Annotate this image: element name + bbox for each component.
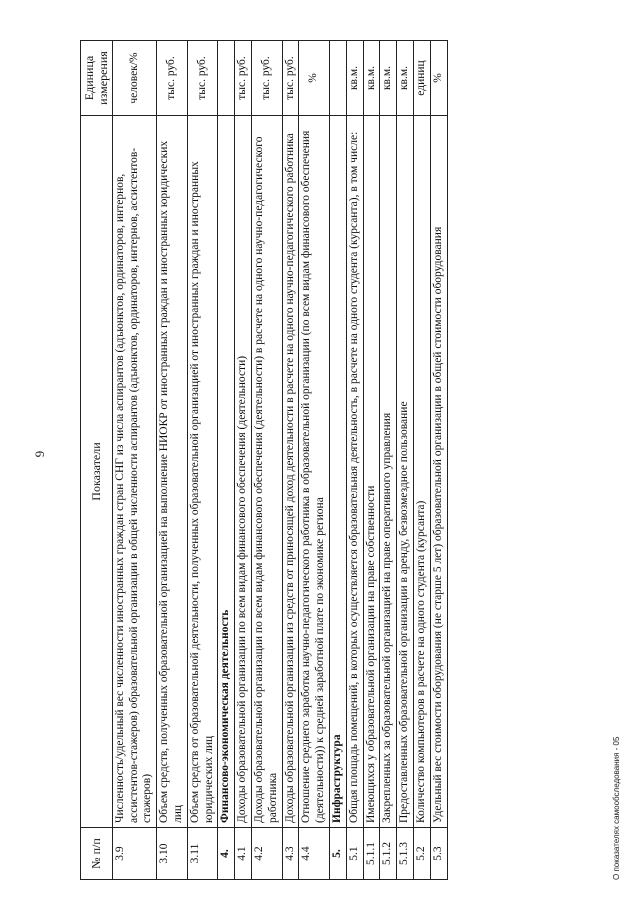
row-unit: кв.м. bbox=[380, 41, 397, 116]
row-number: 4.4 bbox=[299, 828, 330, 880]
table-row bbox=[235, 41, 252, 880]
row-unit: кв.м. bbox=[397, 41, 414, 116]
row-unit: кв.м. bbox=[346, 41, 363, 116]
table-row bbox=[251, 41, 282, 880]
row-number: 3.9 bbox=[112, 828, 156, 880]
header-unit: Единица измерения bbox=[81, 41, 113, 116]
row-number: 4.3 bbox=[282, 828, 299, 880]
row-unit: тыс. руб. bbox=[282, 41, 299, 116]
table-row bbox=[112, 41, 156, 880]
row-number: 5.2 bbox=[413, 828, 430, 880]
row-number: 5.1.3 bbox=[397, 828, 414, 880]
table-row bbox=[346, 41, 363, 880]
row-unit: тыс. руб. bbox=[187, 41, 218, 116]
row-unit bbox=[218, 41, 235, 116]
header-indicator: Показатели bbox=[81, 116, 113, 828]
rotated-table-area bbox=[80, 40, 605, 880]
table-row bbox=[299, 41, 330, 880]
row-number: 3.11 bbox=[187, 828, 218, 880]
table-row bbox=[413, 41, 430, 880]
row-number: 5. bbox=[329, 828, 346, 880]
table-header-row bbox=[81, 41, 113, 880]
row-unit: единиц bbox=[413, 41, 430, 116]
row-number: 5.1.1 bbox=[363, 828, 380, 880]
row-indicator: Доходы образовательной организации по всем видам финансового обеспечения (деятельности) в расчете на одного научно-педагогического работника bbox=[251, 116, 282, 828]
table-row bbox=[282, 41, 299, 880]
row-unit: тыс. руб. bbox=[251, 41, 282, 116]
table-row bbox=[363, 41, 380, 880]
row-unit: кв.м. bbox=[363, 41, 380, 116]
row-unit: % bbox=[299, 41, 330, 116]
table-row bbox=[187, 41, 218, 880]
row-indicator: Общая площадь помещений, в которых осуществляется образовательная деятельность, в расчете на одного студента (курсанта), в том числе: bbox=[346, 116, 363, 828]
row-number: 4.2 bbox=[251, 828, 282, 880]
row-unit: тыс. руб. bbox=[235, 41, 252, 116]
table-row bbox=[397, 41, 414, 880]
row-unit: тыс. руб. bbox=[157, 41, 188, 116]
section-row bbox=[329, 41, 346, 880]
row-unit: % bbox=[430, 41, 447, 116]
indicators-table bbox=[80, 40, 448, 880]
row-unit: человек/% bbox=[112, 41, 156, 116]
row-indicator: Количество компьютеров в расчете на одного студента (курсанта) bbox=[413, 116, 430, 828]
row-number: 5.1 bbox=[346, 828, 363, 880]
row-indicator: Имеющихся у образовательной организации на праве собственности bbox=[363, 116, 380, 828]
table-row bbox=[380, 41, 397, 880]
row-indicator: Закрепленных за образовательной организацией на праве оперативного управления bbox=[380, 116, 397, 828]
page-number: 6 bbox=[32, 450, 48, 458]
row-number: 5.1.2 bbox=[380, 828, 397, 880]
header-num: № п/п bbox=[81, 828, 113, 880]
table-row bbox=[430, 41, 447, 880]
row-unit bbox=[329, 41, 346, 116]
row-indicator: Инфраструктура bbox=[329, 116, 346, 828]
row-number: 4. bbox=[218, 828, 235, 880]
table-container bbox=[80, 40, 605, 880]
row-number: 5.3 bbox=[430, 828, 447, 880]
row-indicator: Удельный вес стоимости оборудования (не старше 5 лет) образовательной организации в общей стоимости оборудования bbox=[430, 116, 447, 828]
row-indicator: Отношение среднего заработка научно-педагогического работника в образовательной организации (по всем видам финансового обеспечения (деятельности)) к средней заработной плате по экономике региона bbox=[299, 116, 330, 828]
footer-note: О показателях самообследования - 05 bbox=[612, 736, 621, 880]
row-indicator: Объем средств, полученных образовательной организацией на выполнение НИОКР от иностранных граждан и иностранных юридических лиц bbox=[157, 116, 188, 828]
row-indicator: Численность/удельный вес численности иностранных граждан стран СНГ из числа аспирантов (адъюнктов, ординаторов, интернов, ассистентов-стажеров) образовательной организации в общей численности аспирантов (адъюнктов, ординаторов, интернов, ассистентов-стажеров) bbox=[112, 116, 156, 828]
row-indicator: Финансово-экономическая деятельность bbox=[218, 116, 235, 828]
row-indicator: Доходы образовательной организации из средств от приносящей доход деятельности в расчете на одного научно-педагогического работника bbox=[282, 116, 299, 828]
row-number: 3.10 bbox=[157, 828, 188, 880]
row-indicator: Доходы образовательной организации по всем видам финансового обеспечения (деятельности) bbox=[235, 116, 252, 828]
table-row bbox=[157, 41, 188, 880]
row-indicator: Предоставленных образовательной организации в аренду, безвозмездное пользование bbox=[397, 116, 414, 828]
row-indicator: Объем средств от образовательной деятельности, полученных образовательной организацией от иностранных граждан и иностранных юридических лиц bbox=[187, 116, 218, 828]
section-row bbox=[218, 41, 235, 880]
row-number: 4.1 bbox=[235, 828, 252, 880]
